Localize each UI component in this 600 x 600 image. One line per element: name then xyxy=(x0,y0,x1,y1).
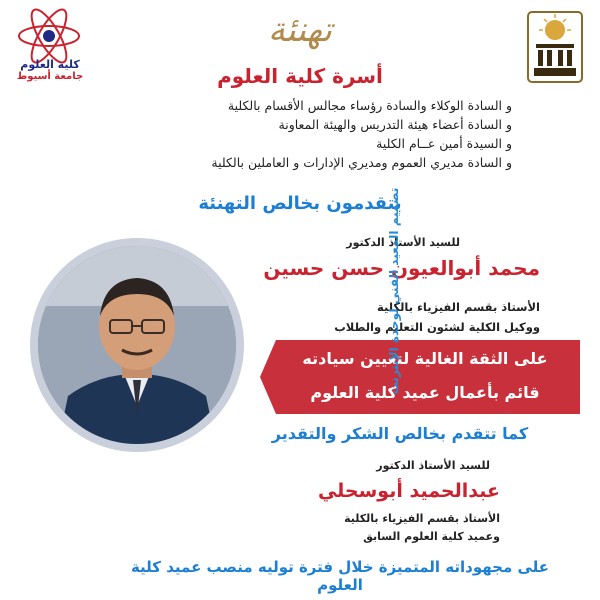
person-silhouette-icon xyxy=(38,246,236,444)
university-seal-icon xyxy=(520,8,590,86)
person1-desc-line2: ووكيل الكلية لشئون التعليم والطلاب xyxy=(334,320,540,334)
intro-line: و السادة مديري العموم ومديري الإدارات و العاملين بالكلية xyxy=(211,155,512,170)
person2-name: عبدالحميد أبوسحلي xyxy=(317,480,500,502)
congrats-heading: تهنئة xyxy=(268,10,332,50)
person2-title: للسيد الأستاذ الدكتور xyxy=(376,459,490,472)
faculty-logo-line1: كلية العلوم xyxy=(20,58,80,71)
intro-lines xyxy=(88,96,512,172)
faculty-logo-line2: جامعة أسيوط xyxy=(16,71,84,82)
family-heading: أسرة كلية العلوم xyxy=(217,64,383,88)
person1-name: محمد أبوالعيون حسن حسين xyxy=(263,256,540,280)
person2-desc-line2: وعميد كلية العلوم السابق xyxy=(363,530,500,543)
person1-title: للسيد الأستاذ الدكتور xyxy=(346,236,460,249)
person2-desc-line1: الأستاذ بقسم الفيزياء بالكلية xyxy=(344,512,500,525)
ribbon-line2: قائم بأعمال عميد كلية العلوم xyxy=(310,383,540,402)
intro-line: و السيدة أمين عــام الكلية xyxy=(376,136,512,151)
efforts-footer: على مجهوداته المتميزة خلال فترة توليه منصب عميد كلية العلوم xyxy=(130,558,550,594)
design-credit: تصميم المعيد الفني لوحدة الإنترنت xyxy=(387,187,401,395)
university-logo xyxy=(520,8,590,86)
person1-desc-line1: الأستاذ بقسم الفيزياء بالكلية xyxy=(377,300,540,314)
portrait-photo xyxy=(38,246,236,444)
ribbon-line1: على الثقة الغالية لتعيين سيادته xyxy=(302,349,548,368)
intro-line: و السادة الوكلاء والسادة رؤساء مجالس الأقسام بالكلية xyxy=(227,98,512,113)
thanks-heading: كما تتقدم بخالص الشكر والتقدير xyxy=(271,424,529,443)
intro-line: و السادة أعضاء هيئة التدريس والهيئة المعاونة xyxy=(278,117,512,132)
offer-heading: يتقدمون بخالص التهنئة xyxy=(198,193,402,214)
